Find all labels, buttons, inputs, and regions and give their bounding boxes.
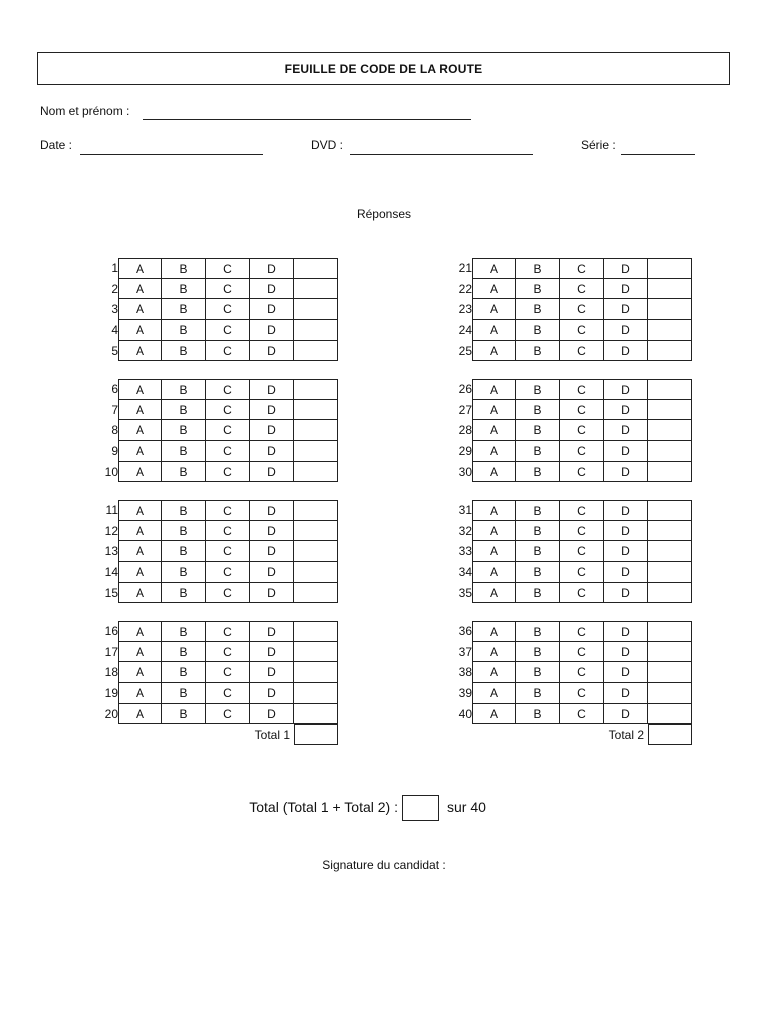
option-c-cell[interactable]: C xyxy=(206,583,250,604)
question-number: 35 xyxy=(458,585,472,600)
option-d-cell[interactable]: D xyxy=(604,258,648,279)
option-a-cell[interactable]: A xyxy=(118,583,162,604)
option-d-cell[interactable]: D xyxy=(250,562,294,583)
question-number: 14 xyxy=(104,565,118,580)
name-label: Nom et prénom : xyxy=(40,104,130,118)
option-a-cell[interactable]: A xyxy=(472,341,516,362)
option-b-cell[interactable]: B xyxy=(162,562,206,583)
option-a-cell[interactable]: A xyxy=(472,562,516,583)
option-c-cell[interactable]: C xyxy=(560,521,604,542)
answer-cell[interactable] xyxy=(648,583,692,604)
option-b-cell[interactable]: B xyxy=(162,299,206,320)
answer-cell[interactable] xyxy=(648,420,692,441)
total-label: Total 1 xyxy=(254,727,290,742)
option-d-cell[interactable]: D xyxy=(604,704,648,725)
option-b-cell[interactable]: B xyxy=(162,583,206,604)
question-number: 38 xyxy=(458,665,472,680)
answer-cell[interactable] xyxy=(294,258,338,279)
option-c-cell[interactable]: C xyxy=(206,258,250,279)
answer-cell[interactable] xyxy=(294,320,338,341)
answer-cell[interactable] xyxy=(648,662,692,683)
option-d-cell[interactable]: D xyxy=(250,521,294,542)
option-c-cell[interactable]: C xyxy=(560,562,604,583)
answer-cell[interactable] xyxy=(294,379,338,400)
option-a-cell[interactable]: A xyxy=(118,379,162,400)
option-b-cell[interactable]: B xyxy=(516,299,560,320)
option-d-cell[interactable]: D xyxy=(250,683,294,704)
answer-cell[interactable] xyxy=(648,621,692,642)
question-number: 13 xyxy=(104,544,118,559)
answer-cell[interactable] xyxy=(294,621,338,642)
option-c-cell[interactable]: C xyxy=(560,642,604,663)
option-a-cell[interactable]: A xyxy=(118,320,162,341)
option-a-cell[interactable]: A xyxy=(118,662,162,683)
option-a-cell[interactable]: A xyxy=(472,258,516,279)
question-number: 19 xyxy=(104,686,118,701)
option-b-cell[interactable]: B xyxy=(516,320,560,341)
question-number: 18 xyxy=(104,665,118,680)
option-a-cell[interactable]: A xyxy=(472,704,516,725)
option-b-cell[interactable]: B xyxy=(516,379,560,400)
question-number: 29 xyxy=(458,444,472,459)
option-d-cell[interactable]: D xyxy=(250,583,294,604)
answer-cell[interactable] xyxy=(294,441,338,462)
option-b-cell[interactable]: B xyxy=(162,341,206,362)
question-number: 4 xyxy=(111,323,118,338)
question-number: 15 xyxy=(104,585,118,600)
option-a-cell[interactable]: A xyxy=(472,662,516,683)
answer-cell[interactable] xyxy=(294,279,338,300)
option-c-cell[interactable]: C xyxy=(206,320,250,341)
answer-cell[interactable] xyxy=(648,500,692,521)
option-d-cell[interactable]: D xyxy=(604,500,648,521)
option-d-cell[interactable]: D xyxy=(250,379,294,400)
question-number: 26 xyxy=(458,382,472,396)
option-d-cell[interactable]: D xyxy=(250,341,294,362)
option-b-cell[interactable]: B xyxy=(162,662,206,683)
option-d-cell[interactable]: D xyxy=(604,400,648,421)
question-number: 9 xyxy=(111,444,118,459)
date-label: Date : xyxy=(40,138,73,152)
option-c-cell[interactable]: C xyxy=(560,500,604,521)
answer-cell[interactable] xyxy=(648,341,692,362)
answer-cell[interactable] xyxy=(294,299,338,320)
option-b-cell[interactable]: B xyxy=(162,642,206,663)
date-field[interactable] xyxy=(80,154,263,155)
option-c-cell[interactable]: C xyxy=(560,420,604,441)
option-c-cell[interactable]: C xyxy=(560,441,604,462)
option-c-cell[interactable]: C xyxy=(560,541,604,562)
answer-cell[interactable] xyxy=(294,583,338,604)
dvd-field[interactable] xyxy=(350,154,533,155)
question-number: 16 xyxy=(104,624,118,638)
option-c-cell[interactable]: C xyxy=(560,621,604,642)
option-b-cell[interactable]: B xyxy=(516,583,560,604)
option-a-cell[interactable]: A xyxy=(118,420,162,441)
option-c-cell[interactable]: C xyxy=(206,299,250,320)
option-a-cell[interactable]: A xyxy=(118,541,162,562)
option-b-cell[interactable]: B xyxy=(162,541,206,562)
option-d-cell[interactable]: D xyxy=(604,341,648,362)
question-number: 25 xyxy=(458,343,472,358)
option-b-cell[interactable]: B xyxy=(162,420,206,441)
answer-cell[interactable] xyxy=(294,683,338,704)
option-a-cell[interactable]: A xyxy=(472,500,516,521)
answer-cell[interactable] xyxy=(648,562,692,583)
option-b-cell[interactable]: B xyxy=(516,704,560,725)
option-a-cell[interactable]: A xyxy=(118,400,162,421)
question-number: 34 xyxy=(458,565,472,580)
question-number: 23 xyxy=(458,302,472,317)
answer-cell[interactable] xyxy=(648,642,692,663)
question-number: 31 xyxy=(458,503,472,517)
option-c-cell[interactable]: C xyxy=(560,258,604,279)
option-b-cell[interactable]: B xyxy=(162,379,206,400)
option-c-cell[interactable]: C xyxy=(560,299,604,320)
option-d-cell[interactable]: D xyxy=(604,541,648,562)
question-number: 39 xyxy=(458,686,472,701)
option-a-cell[interactable]: A xyxy=(118,441,162,462)
answer-cell[interactable] xyxy=(648,379,692,400)
option-d-cell[interactable]: D xyxy=(250,441,294,462)
option-c-cell[interactable]: C xyxy=(206,441,250,462)
option-c-cell[interactable]: C xyxy=(206,279,250,300)
option-b-cell[interactable]: B xyxy=(516,462,560,483)
question-number: 32 xyxy=(458,523,472,538)
option-b-cell[interactable]: B xyxy=(162,441,206,462)
total-label: Total 2 xyxy=(608,727,644,742)
option-d-cell[interactable]: D xyxy=(604,621,648,642)
option-d-cell[interactable]: D xyxy=(250,541,294,562)
option-c-cell[interactable]: C xyxy=(560,400,604,421)
option-a-cell[interactable]: A xyxy=(118,521,162,542)
answer-cell[interactable] xyxy=(648,704,692,725)
option-a-cell[interactable]: A xyxy=(472,320,516,341)
option-a-cell[interactable]: A xyxy=(118,299,162,320)
option-b-cell[interactable]: B xyxy=(162,320,206,341)
option-d-cell[interactable]: D xyxy=(250,462,294,483)
option-b-cell[interactable]: B xyxy=(516,562,560,583)
option-c-cell[interactable]: C xyxy=(560,379,604,400)
option-c-cell[interactable]: C xyxy=(560,462,604,483)
option-d-cell[interactable]: D xyxy=(250,279,294,300)
question-number: 37 xyxy=(458,644,472,659)
option-c-cell[interactable]: C xyxy=(206,341,250,362)
option-d-cell[interactable]: D xyxy=(604,279,648,300)
option-a-cell[interactable]: A xyxy=(118,642,162,663)
option-d-cell[interactable]: D xyxy=(604,379,648,400)
option-b-cell[interactable]: B xyxy=(516,258,560,279)
question-number: 2 xyxy=(111,281,118,296)
option-c-cell[interactable]: C xyxy=(206,704,250,725)
question-number: 17 xyxy=(104,644,118,659)
answer-cell[interactable] xyxy=(648,462,692,483)
question-number: 8 xyxy=(111,423,118,438)
option-b-cell[interactable]: B xyxy=(516,662,560,683)
option-b-cell[interactable]: B xyxy=(516,400,560,421)
answer-cell[interactable] xyxy=(648,541,692,562)
option-b-cell[interactable]: B xyxy=(516,441,560,462)
answer-cell[interactable] xyxy=(294,341,338,362)
answer-cell[interactable] xyxy=(294,500,338,521)
option-a-cell[interactable]: A xyxy=(118,279,162,300)
signature-label: Signature du candidat : xyxy=(322,858,446,872)
option-b-cell[interactable]: B xyxy=(162,521,206,542)
answer-cell[interactable] xyxy=(294,562,338,583)
serie-label: Série : xyxy=(581,138,616,152)
option-a-cell[interactable]: A xyxy=(472,621,516,642)
option-c-cell[interactable]: C xyxy=(560,341,604,362)
option-a-cell[interactable]: A xyxy=(118,258,162,279)
option-a-cell[interactable]: A xyxy=(472,462,516,483)
answer-cell[interactable] xyxy=(648,441,692,462)
option-d-cell[interactable]: D xyxy=(250,420,294,441)
option-d-cell[interactable]: D xyxy=(604,642,648,663)
final-total xyxy=(0,795,768,821)
option-c-cell[interactable]: C xyxy=(560,320,604,341)
option-d-cell[interactable]: D xyxy=(250,299,294,320)
question-number: 5 xyxy=(111,343,118,358)
answer-cell[interactable] xyxy=(294,521,338,542)
option-c-cell[interactable]: C xyxy=(206,683,250,704)
option-a-cell[interactable]: A xyxy=(118,500,162,521)
answer-cell[interactable] xyxy=(648,258,692,279)
question-number: 3 xyxy=(111,302,118,317)
answer-cell[interactable] xyxy=(648,299,692,320)
option-d-cell[interactable]: D xyxy=(604,662,648,683)
question-number: 6 xyxy=(111,382,118,396)
option-a-cell[interactable]: A xyxy=(472,420,516,441)
option-d-cell[interactable]: D xyxy=(604,583,648,604)
option-c-cell[interactable]: C xyxy=(206,500,250,521)
question-number: 22 xyxy=(458,281,472,296)
option-a-cell[interactable]: A xyxy=(472,683,516,704)
option-c-cell[interactable]: C xyxy=(560,279,604,300)
question-number: 1 xyxy=(111,261,118,275)
answer-cell[interactable] xyxy=(648,400,692,421)
option-a-cell[interactable]: A xyxy=(472,583,516,604)
option-d-cell[interactable]: D xyxy=(250,258,294,279)
question-number: 24 xyxy=(458,323,472,338)
option-b-cell[interactable]: B xyxy=(162,500,206,521)
option-b-cell[interactable]: B xyxy=(516,683,560,704)
option-b-cell[interactable]: B xyxy=(162,704,206,725)
question-number: 10 xyxy=(104,464,118,479)
final-total-suffix: sur 40 xyxy=(447,799,486,815)
option-c-cell[interactable]: C xyxy=(206,562,250,583)
option-b-cell[interactable]: B xyxy=(516,341,560,362)
option-d-cell[interactable]: D xyxy=(250,704,294,725)
option-a-cell[interactable]: A xyxy=(472,521,516,542)
total-box[interactable] xyxy=(294,724,338,746)
question-number: 33 xyxy=(458,544,472,559)
option-a-cell[interactable]: A xyxy=(118,562,162,583)
question-number: 11 xyxy=(105,503,118,517)
option-c-cell[interactable]: C xyxy=(206,420,250,441)
option-c-cell[interactable]: C xyxy=(206,541,250,562)
option-a-cell[interactable]: A xyxy=(472,379,516,400)
option-b-cell[interactable]: B xyxy=(516,521,560,542)
option-c-cell[interactable]: C xyxy=(206,621,250,642)
answer-cell[interactable] xyxy=(294,420,338,441)
option-c-cell[interactable]: C xyxy=(206,642,250,663)
option-a-cell[interactable]: A xyxy=(472,441,516,462)
answer-cell[interactable] xyxy=(648,279,692,300)
option-b-cell[interactable]: B xyxy=(516,279,560,300)
option-a-cell[interactable]: A xyxy=(472,299,516,320)
option-c-cell[interactable]: C xyxy=(560,683,604,704)
answers-heading: Réponses xyxy=(356,207,412,221)
answer-cell[interactable] xyxy=(294,642,338,663)
option-b-cell[interactable]: B xyxy=(162,621,206,642)
option-a-cell[interactable]: A xyxy=(118,621,162,642)
option-b-cell[interactable]: B xyxy=(162,279,206,300)
answer-cell[interactable] xyxy=(294,662,338,683)
option-d-cell[interactable]: D xyxy=(604,462,648,483)
option-b-cell[interactable]: B xyxy=(516,420,560,441)
option-d-cell[interactable]: D xyxy=(250,662,294,683)
answer-cell[interactable] xyxy=(294,541,338,562)
option-a-cell[interactable]: A xyxy=(472,400,516,421)
option-b-cell[interactable]: B xyxy=(162,400,206,421)
page-title: FEUILLE DE CODE DE LA ROUTE xyxy=(37,52,730,85)
dvd-label: DVD : xyxy=(311,138,344,152)
option-d-cell[interactable]: D xyxy=(604,420,648,441)
option-c-cell[interactable]: C xyxy=(206,521,250,542)
name-field[interactable] xyxy=(143,119,471,120)
option-d-cell[interactable]: D xyxy=(604,320,648,341)
total-box[interactable] xyxy=(648,724,692,746)
option-b-cell[interactable]: B xyxy=(516,621,560,642)
option-a-cell[interactable]: A xyxy=(118,704,162,725)
option-c-cell[interactable]: C xyxy=(560,583,604,604)
question-number: 20 xyxy=(104,706,118,721)
option-d-cell[interactable]: D xyxy=(250,320,294,341)
option-c-cell[interactable]: C xyxy=(206,379,250,400)
option-b-cell[interactable]: B xyxy=(516,541,560,562)
option-b-cell[interactable]: B xyxy=(162,462,206,483)
option-c-cell[interactable]: C xyxy=(206,662,250,683)
option-d-cell[interactable]: D xyxy=(604,562,648,583)
option-a-cell[interactable]: A xyxy=(472,642,516,663)
question-number: 7 xyxy=(111,402,118,417)
answer-cell[interactable] xyxy=(648,521,692,542)
option-a-cell[interactable]: A xyxy=(472,541,516,562)
option-c-cell[interactable]: C xyxy=(206,400,250,421)
option-b-cell[interactable]: B xyxy=(162,683,206,704)
question-number: 28 xyxy=(458,423,472,438)
final-total-box[interactable] xyxy=(402,795,439,821)
serie-field[interactable] xyxy=(621,154,695,155)
option-b-cell[interactable]: B xyxy=(516,642,560,663)
option-a-cell[interactable]: A xyxy=(472,279,516,300)
answer-cell[interactable] xyxy=(648,683,692,704)
option-d-cell[interactable]: D xyxy=(604,299,648,320)
option-d-cell[interactable]: D xyxy=(604,683,648,704)
option-d-cell[interactable]: D xyxy=(250,621,294,642)
option-a-cell[interactable]: A xyxy=(118,341,162,362)
answer-cell[interactable] xyxy=(648,320,692,341)
final-total-label: Total (Total 1 + Total 2) : xyxy=(249,799,398,815)
option-d-cell[interactable]: D xyxy=(604,441,648,462)
answer-cell[interactable] xyxy=(294,704,338,725)
question-number: 36 xyxy=(458,624,472,638)
option-c-cell[interactable]: C xyxy=(560,704,604,725)
answer-cell[interactable] xyxy=(294,462,338,483)
option-c-cell[interactable]: C xyxy=(206,462,250,483)
question-number: 30 xyxy=(458,464,472,479)
option-d-cell[interactable]: D xyxy=(250,400,294,421)
answer-cell[interactable] xyxy=(294,400,338,421)
option-a-cell[interactable]: A xyxy=(118,462,162,483)
option-d-cell[interactable]: D xyxy=(250,642,294,663)
question-number: 21 xyxy=(458,261,472,275)
option-d-cell[interactable]: D xyxy=(604,521,648,542)
option-c-cell[interactable]: C xyxy=(560,662,604,683)
question-number: 12 xyxy=(104,523,118,538)
question-number: 40 xyxy=(458,706,472,721)
option-b-cell[interactable]: B xyxy=(516,500,560,521)
question-number: 27 xyxy=(458,402,472,417)
option-d-cell[interactable]: D xyxy=(250,500,294,521)
option-a-cell[interactable]: A xyxy=(118,683,162,704)
option-b-cell[interactable]: B xyxy=(162,258,206,279)
